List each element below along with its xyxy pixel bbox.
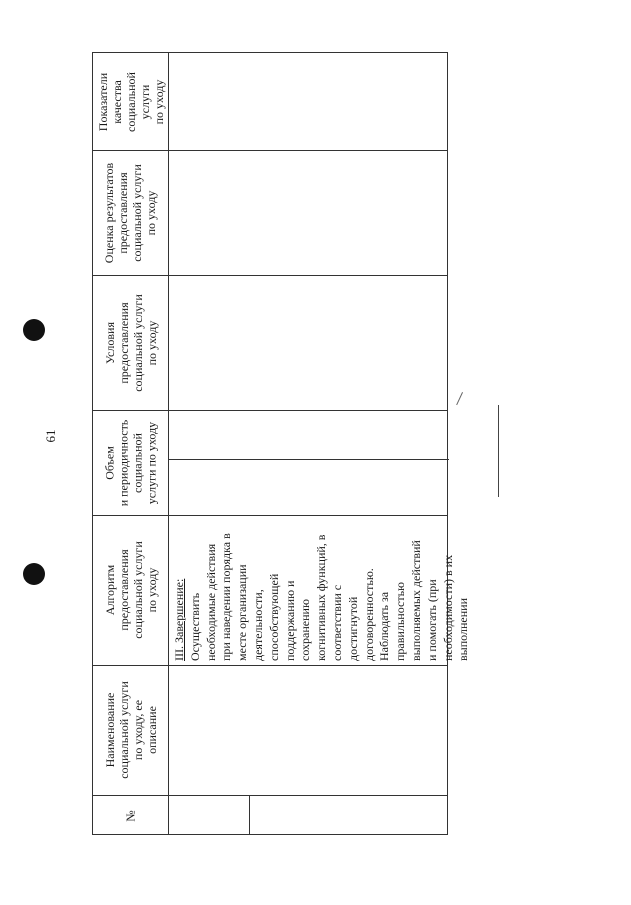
algorithm-cell-text: III. Завершение: Осуществить необходимые действия при наведении порядка в месте организации деятельности, способствующей поддержанию и сохранению когнитивных функций, в соответствии с достигнутой договоренностью. Наблюдать за правильностью выполняемых действий и помогать (при необходимости) в их выполнении — [172, 533, 471, 661]
punch-hole-bottom — [23, 563, 45, 585]
margin-mark — [498, 405, 499, 497]
header-name: Наименование социальной услуги по уходу, ее описание — [102, 681, 159, 779]
header-volume: Объем и периодичность социальной услуги по уходу — [102, 419, 159, 506]
stage-heading: III. Завершение: — [172, 578, 186, 661]
header-conditions: Условия предоставления социальной услуги по уходу — [102, 293, 159, 392]
header-number: № — [123, 809, 138, 822]
header-evaluation: Оценка результатов предоставления социальной услуги по уходу — [102, 162, 159, 263]
care-service-table — [92, 52, 471, 835]
page-number: 61 — [43, 429, 58, 443]
header-algorithm: Алгоритм предоставления социальной услуги по уходу — [102, 541, 159, 639]
header-quality: Показатели качества социальной услуги по уходу — [95, 71, 166, 132]
pen-mark — [456, 392, 465, 406]
punch-hole-top — [23, 319, 45, 341]
